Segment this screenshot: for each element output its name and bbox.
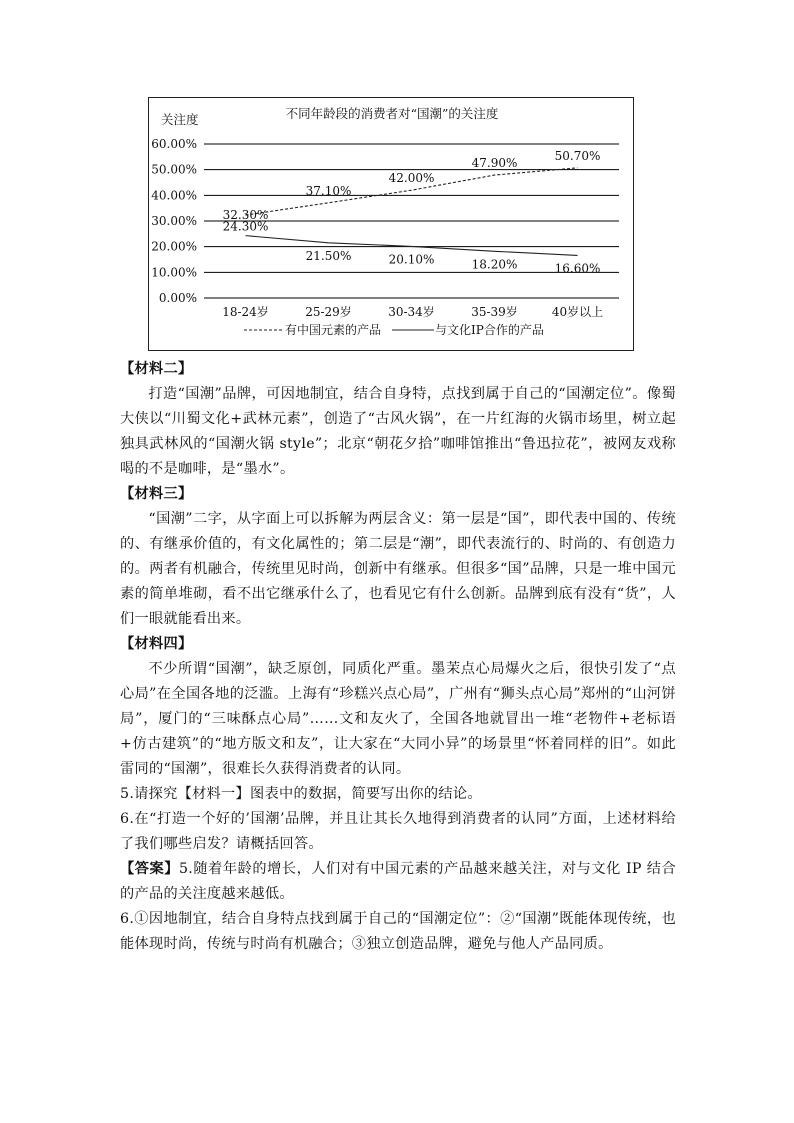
chart-container [148,97,634,351]
data-label: 47.90% [471,156,518,171]
material4-heading: 【材料四】 [120,636,193,652]
legend-label: 有中国元素的产品 [285,323,382,337]
data-label: 24.30% [222,219,269,234]
legend-label: 与文化IP合作的产品 [435,323,544,337]
x-tick-label: 30-34岁 [388,305,435,319]
material3-heading: 【材料三】 [120,486,193,502]
answer-6: 6.①因地制宜，结合自身特点找到属于自己的“国潮定位”：②“国潮”既能体现传统，也能体现时尚，传统与时尚有机融合；③独立创造品牌，避免与他人产品同质。 [120,911,676,952]
answer-5: 5.随着年龄的增长，人们对有中国元素的产品越来越关注，对与文化 IP 结合的产品的关注度越来越低。 [120,861,677,902]
data-label: 20.10% [388,252,435,267]
data-label: 18.20% [471,257,518,272]
y-tick-label: 20.00% [151,239,197,254]
question-5: 5.请探究【材料一】图表中的数据，简要写出你的结论。 [120,786,482,802]
answer-5-line [120,857,676,907]
data-label: 50.70% [554,148,601,163]
y-tick-label: 50.00% [151,162,197,177]
answer-label: 【答案】 [120,861,179,877]
line-chart [149,98,635,352]
y-axis-label: 关注度 [161,112,199,127]
document-body [120,357,676,957]
y-tick-label: 60.00% [151,137,197,151]
y-tick-label: 40.00% [151,188,197,203]
x-tick-label: 18-24岁 [222,305,269,319]
x-tick-label: 25-29岁 [305,305,352,319]
y-tick-label: 10.00% [151,265,197,280]
material4-body: 不少所谓“国潮”，缺乏原创，同质化严重。墨茉点心局爆火之后，很快引发了“点心局”在全国各地的泛滥。上海有“珍糕兴点心局”，广州有“狮头点心局”郑州的“山河饼局”，厦门的“三味酥点心局”……文和友火了，全国各地就冒出一堆“老物件+老标语+仿古建筑”的“地方版文和友”，让大家在“大同小异”的场景里“怀着同样的旧”。如此雷同的“国潮”，很难长久获得消费者的认同。 [120,661,676,777]
chart-title: 不同年龄段的消费者对“国潮”的关注度 [285,106,499,121]
data-label: 16.60% [554,261,601,276]
y-tick-label: 0.00% [158,291,197,305]
material2-body: 打造“国潮”品牌，可因地制宜，结合自身特，点找到属于自己的“国潮定位”。像蜀大侠以“川蜀文化+武林元素”，创造了“古风火锅”，在一片红海的火锅市场里，树立起独具武林风的“国潮火锅 style”；北京“朝花夕拾”咖啡馆推出“鲁迅拉花”，被网友戏称喝的不是咖啡，是“墨水”。 [120,386,676,477]
data-label: 42.00% [388,171,435,186]
data-label: 37.10% [305,183,352,198]
data-label: 32.30% [222,208,269,223]
material3-body: “国潮”二字，从字面上可以拆解为两层含义：第一层是“国”，即代表中国的、传统的、有继承价值的，有文化属性的；第二层是“潮”，即代表流行的、时尚的、有创造力的。两者有机融合，传统里见时尚，创新中有继承。但很多“国”品牌，只是一堆中国元素的简单堆砌，看不出它继承什么了，也看见它有什么创新。品牌到底有没有“货”，人们一眼就能看出来。 [120,511,676,627]
material2-heading: 【材料二】 [120,361,193,377]
data-label: 21.50% [305,248,352,263]
x-tick-label: 40岁以上 [551,305,604,319]
y-tick-label: 30.00% [151,214,197,228]
question-6: 6.在“打造一个好的’国潮’品牌，并且让其长久地得到消费者的认同”方面，上述材料给了我们哪些启发？请概括回答。 [120,811,676,852]
x-tick-label: 35-39岁 [471,305,518,319]
